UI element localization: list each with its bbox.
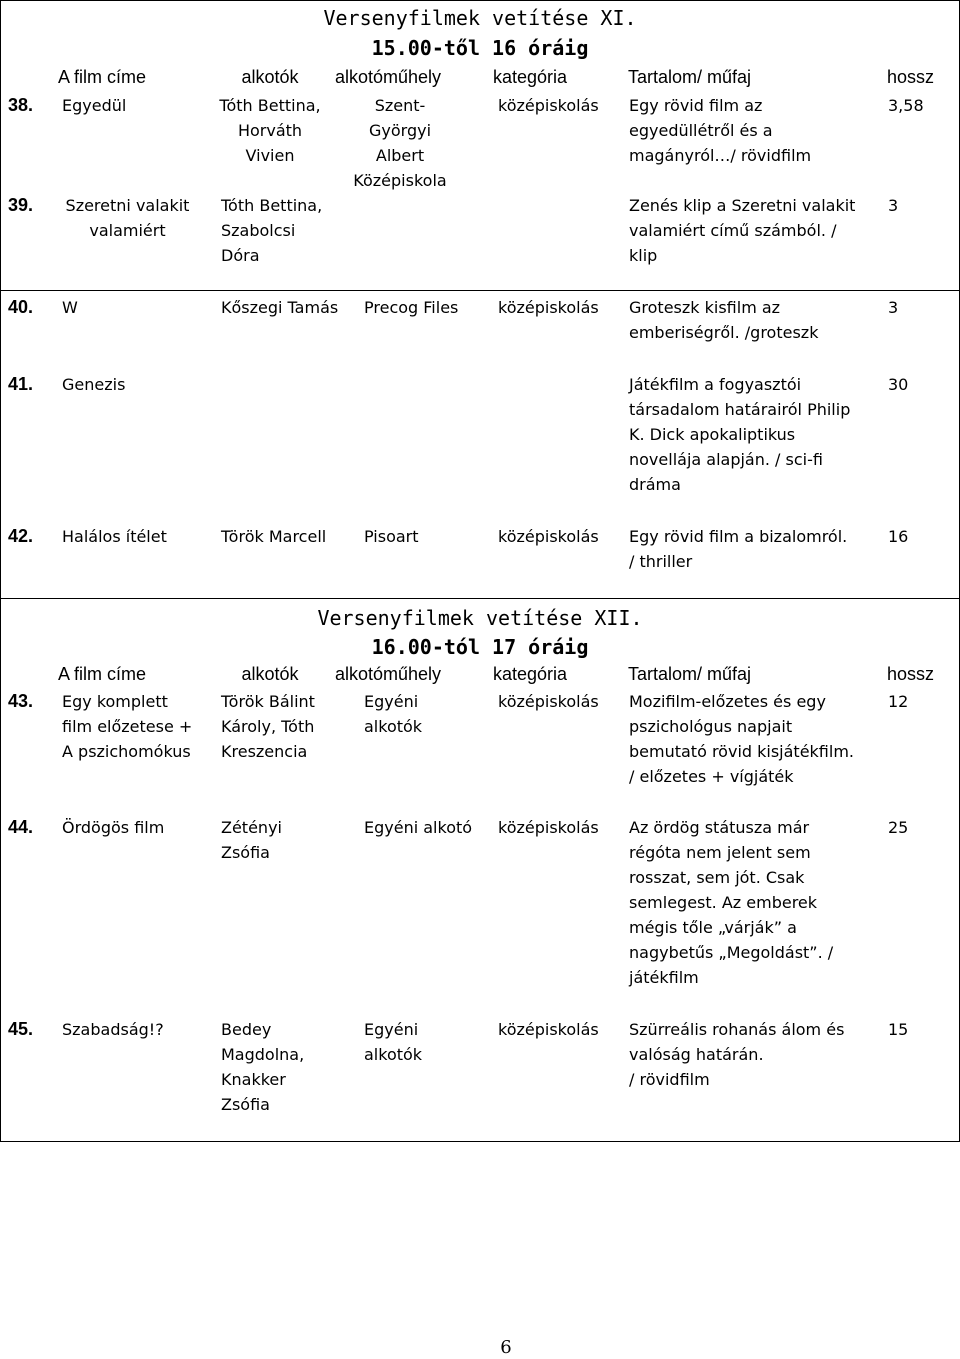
film-title: Genezis bbox=[62, 375, 126, 394]
film-category: középiskolás bbox=[498, 692, 599, 711]
film-title: Ördögös film bbox=[62, 818, 165, 837]
film-category: középiskolás bbox=[498, 527, 599, 546]
film-authors: Török Marcell bbox=[221, 527, 327, 546]
film-content: Egy rövid film a bizalomról. / thriller bbox=[629, 527, 848, 571]
section-time: 15.00-től 16 óráig bbox=[371, 36, 589, 60]
film-authors: Bedey Magdolna, Knakker Zsófia bbox=[221, 1020, 305, 1114]
section-time: 16.00-tól 17 óráig bbox=[371, 635, 589, 659]
row-number: 42. bbox=[8, 526, 34, 546]
film-workshop: Egyéni alkotók bbox=[364, 692, 423, 736]
film-length: 3 bbox=[888, 298, 899, 317]
col-header-content: Tartalom/ műfaj bbox=[628, 664, 752, 684]
film-length: 25 bbox=[888, 818, 909, 837]
film-workshop: Szent- Györgyi Albert Középiskola bbox=[353, 96, 447, 190]
row-number: 43. bbox=[8, 691, 34, 711]
film-content: Mozifilm-előzetes és egy pszichológus napjait bemutató rövid kisjátékfilm. / előzetes + vígjáték bbox=[629, 692, 854, 786]
col-header-authors: alkotók bbox=[241, 664, 299, 684]
film-category: középiskolás bbox=[498, 818, 599, 837]
row-number: 39. bbox=[8, 195, 34, 215]
border-line bbox=[0, 290, 960, 291]
film-authors: Zétényi Zsófia bbox=[221, 818, 282, 862]
film-category: középiskolás bbox=[498, 298, 599, 317]
film-content: Groteszk kisfilm az emberiségről. /groteszk bbox=[629, 298, 819, 342]
film-workshop: Precog Files bbox=[364, 298, 459, 317]
section-title: Versenyfilmek vetítése XI. bbox=[323, 6, 637, 30]
row-number: 38. bbox=[8, 95, 34, 115]
page-number: 6 bbox=[500, 1337, 512, 1358]
film-category: középiskolás bbox=[498, 96, 599, 115]
film-workshop: Pisoart bbox=[364, 527, 419, 546]
border-line bbox=[0, 1141, 960, 1142]
col-header-category: kategória bbox=[493, 67, 568, 87]
border-line bbox=[0, 598, 960, 599]
film-title: Egyedül bbox=[62, 96, 127, 115]
section-title: Versenyfilmek vetítése XII. bbox=[317, 606, 643, 630]
border-line bbox=[0, 0, 960, 1]
film-length: 30 bbox=[888, 375, 909, 394]
col-header-authors: alkotók bbox=[241, 67, 299, 87]
film-content: Zenés klip a Szeretni valakit valamiért című számból. / klip bbox=[629, 196, 856, 265]
film-content: Az ördög státusza már régóta nem jelent sem rosszat, sem jót. Csak semlegest. Az emberek mégis tőle „várják” a nagybetűs „Megoldást”. / játékfilm bbox=[629, 818, 834, 987]
col-header-title: A film címe bbox=[58, 67, 147, 87]
border-line bbox=[0, 0, 1, 1142]
film-length: 3 bbox=[888, 196, 899, 215]
col-header-content: Tartalom/ műfaj bbox=[628, 67, 752, 87]
film-workshop: Egyéni alkotók bbox=[364, 1020, 423, 1064]
film-workshop: Egyéni alkotó bbox=[364, 818, 473, 837]
row-number: 40. bbox=[8, 297, 34, 317]
col-header-workshop: alkotóműhely bbox=[335, 664, 442, 684]
col-header-length: hossz bbox=[887, 664, 935, 684]
row-number: 45. bbox=[8, 1019, 34, 1039]
film-length: 16 bbox=[888, 527, 909, 546]
col-header-title: A film címe bbox=[58, 664, 147, 684]
film-authors: Kőszegi Tamás bbox=[221, 298, 339, 317]
film-title: Szeretni valakit valamiért bbox=[65, 196, 190, 240]
film-title: Szabadság!? bbox=[62, 1020, 164, 1039]
film-category: középiskolás bbox=[498, 1020, 599, 1039]
film-content: Szürreális rohanás álom és valóság határán. / rövidfilm bbox=[629, 1020, 845, 1089]
film-title: Halálos ítélet bbox=[62, 527, 167, 546]
col-header-category: kategória bbox=[493, 664, 568, 684]
col-header-workshop: alkotóműhely bbox=[335, 67, 442, 87]
film-content: Játékfilm a fogyasztói társadalom határairól Philip K. Dick apokaliptikus novellája alapján. / sci-fi dráma bbox=[629, 375, 851, 494]
film-content: Egy rövid film az egyedüllétről és a magányról…/ rövidfilm bbox=[629, 96, 812, 165]
film-length: 3,58 bbox=[888, 96, 924, 115]
film-length: 12 bbox=[888, 692, 909, 711]
row-number: 41. bbox=[8, 374, 34, 394]
col-header-length: hossz bbox=[887, 67, 935, 87]
film-title: Egy komplett film előzetese + A pszichomókus bbox=[62, 692, 193, 761]
film-length: 15 bbox=[888, 1020, 909, 1039]
row-number: 44. bbox=[8, 817, 34, 837]
film-title: W bbox=[62, 298, 78, 317]
film-authors: Török Bálint Károly, Tóth Kreszencia bbox=[221, 692, 315, 761]
film-authors: Tóth Bettina, Horváth Vivien bbox=[219, 96, 321, 165]
film-authors: Tóth Bettina, Szabolcsi Dóra bbox=[221, 196, 323, 265]
